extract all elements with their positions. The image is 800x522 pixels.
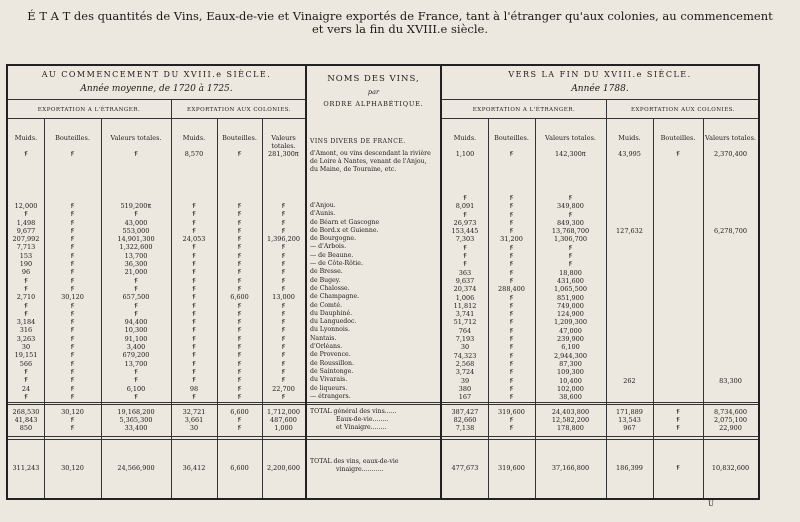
left-col-valeurs-column: Ꞙ Ꞙ Ꞙ Ꞙ 1,396,200 Ꞙ Ꞙ Ꞙ Ꞙ Ꞙ Ꞙ 13,000 Ꞙ Ꞙ Ꞙ Ꞙ Ꞙ Ꞙ Ꞙ Ꞙ Ꞙ Ꞙ 22,700 Ꞙ bbox=[266, 202, 301, 401]
left-grand-et-valeurs: 24,566,900 bbox=[117, 464, 155, 472]
top-value: Ꞙ bbox=[70, 150, 75, 158]
left-col-bouteilles-column: Ꞙ Ꞙ Ꞙ Ꞙ Ꞙ Ꞙ Ꞙ Ꞙ Ꞙ Ꞙ Ꞙ 6,600 Ꞙ Ꞙ Ꞙ Ꞙ Ꞙ Ꞙ Ꞙ Ꞙ Ꞙ Ꞙ Ꞙ Ꞙ bbox=[230, 202, 249, 401]
left-et-valeurs-column: 519,200₶ Ꞙ 43,000 553,000 14,901,300 1,322,600 13,700 36,300 21,000 Ꞙ Ꞙ 657,500 Ꞙ Ꞙ 94,400 10,300 91,100 3,400 679,200 13,700 Ꞙ Ꞙ 6,100 Ꞙ bbox=[117, 202, 155, 401]
wine-name-row: — d'Arbois. bbox=[310, 243, 347, 251]
names-total-2: Eaux-de-vie........ bbox=[336, 416, 389, 423]
right-col-muids-value: 127,632 bbox=[616, 227, 643, 235]
rule bbox=[8, 99, 305, 100]
wine-name-row: de Roussillon. bbox=[310, 359, 354, 367]
col-header-valeurs: Valeurs totales. bbox=[271, 134, 296, 150]
right-et-bouteilles-column: Ꞙ Ꞙ Ꞙ Ꞙ Ꞙ 31,200 Ꞙ Ꞙ Ꞙ Ꞙ Ꞙ 288,400 Ꞙ Ꞙ Ꞙ Ꞙ Ꞙ Ꞙ Ꞙ Ꞙ Ꞙ Ꞙ Ꞙ Ꞙ Ꞙ bbox=[498, 194, 525, 402]
names-header-2: par bbox=[367, 88, 380, 96]
wine-name-row: — étrangers. bbox=[310, 392, 351, 400]
rule bbox=[442, 439, 758, 440]
right-total-col-bouteilles: Ꞙ Ꞙ Ꞙ bbox=[676, 408, 680, 432]
right-total-et-bouteilles: 319,600 Ꞙ Ꞙ bbox=[498, 408, 525, 432]
right-grand-col-valeurs: 10,832,600 bbox=[711, 464, 750, 472]
rule bbox=[442, 118, 758, 119]
wine-name-row: du Dauphiné. bbox=[310, 309, 353, 317]
right-period-header: VERS LA FIN DU XVIII.e SIÈCLE. bbox=[508, 70, 692, 79]
left-etranger-header: EXPORTATION A L'ÉTRANGER. bbox=[37, 107, 141, 113]
rule bbox=[8, 402, 305, 403]
right-subtitle: Année 1788. bbox=[571, 84, 629, 94]
right-total-col-valeurs: 8,734,600 2,075,100 22,900 bbox=[713, 408, 748, 432]
wine-name-row: de Comté. bbox=[310, 301, 343, 309]
right-total-col-muids: 171,889 13,543 967 bbox=[616, 408, 643, 432]
right-grand-col-bouteilles: Ꞙ bbox=[676, 464, 680, 472]
wine-name-row: de Saintonge. bbox=[310, 367, 354, 375]
col-header-muids: Muids. bbox=[618, 134, 641, 142]
top-value: 1,100 bbox=[455, 150, 475, 158]
wine-name-row: du Vivarais. bbox=[310, 376, 348, 384]
top-value: 43,995 bbox=[618, 150, 641, 158]
right-et-valeurs-column: Ꞙ 349,800 Ꞙ 849,300 13,768,700 1,306,700 Ꞙ Ꞙ Ꞙ 18,800 431,600 1,065,500 851,900 749,000 124,900 1,209,300 47,000 239,900 6,100 2,944,300 87,300 109,300 10,400 102,000 38,600 bbox=[551, 194, 590, 402]
top-value: Ꞙ bbox=[134, 150, 138, 158]
right-grand-et-muids: 477,673 bbox=[451, 464, 479, 472]
col-header-bouteilles: Bouteilles. bbox=[222, 134, 257, 142]
col-header-muids: Muids. bbox=[453, 134, 477, 142]
wine-name-row: de Bugey. bbox=[310, 276, 341, 284]
top-value: Ꞙ bbox=[676, 150, 680, 158]
rule bbox=[8, 404, 305, 405]
title-line-2: et vers la fin du XVIII.e siècle. bbox=[312, 22, 488, 36]
rule bbox=[442, 436, 758, 437]
top-value: 2,370,400 bbox=[713, 150, 748, 158]
col-header-muids: Muids. bbox=[182, 134, 206, 142]
rule bbox=[8, 439, 305, 440]
col-header-muids: Muids. bbox=[14, 134, 38, 142]
right-col-muids-liqueurs: 262 bbox=[623, 377, 636, 385]
names-header-1: NOMS DES VINS, bbox=[327, 74, 420, 84]
rule bbox=[307, 404, 440, 405]
left-period-header: AU COMMENCEMENT DU XVIII.e SIÈCLE. bbox=[41, 70, 272, 79]
right-col-valeurs-liqueurs: 83,300 bbox=[719, 377, 742, 385]
right-etranger-header: EXPORTATION A L'ÉTRANGER. bbox=[472, 107, 576, 113]
right-total-et-valeurs: 24,403,800 12,582,200 178,800 bbox=[551, 408, 590, 432]
top-value: 142,300₶ bbox=[555, 150, 586, 158]
rule bbox=[442, 402, 758, 403]
names-section: VINS DIVERS DE FRANCE. bbox=[310, 138, 406, 145]
wine-name-row: de Chalosse. bbox=[310, 284, 350, 292]
wine-name-row: du Lyonnois. bbox=[310, 326, 350, 334]
wine-name-row: — de Côte-Rôtie. bbox=[310, 260, 363, 268]
footer-signature-mark: U bbox=[708, 500, 714, 508]
page-title bbox=[0, 10, 800, 36]
left-total-col-valeurs: 1,712,000 487,600 1,000 bbox=[266, 408, 301, 432]
col-header-bouteilles: Bouteilles. bbox=[494, 134, 529, 142]
top-value: Ꞙ bbox=[509, 150, 514, 158]
left-total-et-muids: 268,530 41,843 850 bbox=[12, 408, 40, 432]
right-col-valeurs-value: 6,278,700 bbox=[713, 227, 748, 235]
wine-name-row: d'Anjou. bbox=[310, 202, 336, 209]
right-grand-col-muids: 186,399 bbox=[616, 464, 643, 472]
wine-name-row: — de Beaune. bbox=[310, 251, 354, 259]
rule bbox=[442, 404, 758, 405]
names-grand-1: TOTAL des vins, eaux-de-vie bbox=[310, 458, 399, 465]
left-colonies-header: EXPORTATION AUX COLONIES. bbox=[186, 107, 292, 113]
left-total-et-bouteilles: 30,120 Ꞙ Ꞙ bbox=[61, 408, 84, 432]
names-grand-2: vinaigre........... bbox=[336, 466, 384, 473]
left-et-muids-column: 12,000 Ꞙ 1,498 9,677 207,992 7,713 153 190 96 Ꞙ Ꞙ 2,710 Ꞙ Ꞙ 3,184 316 3,263 30 19,151 566 Ꞙ Ꞙ 24 Ꞙ bbox=[12, 202, 40, 401]
left-subtitle: Année moyenne, de 1720 à 1725. bbox=[80, 84, 233, 94]
wine-name-row: du Languedoc. bbox=[310, 318, 357, 326]
col-header-valeurs: Valeurs totales. bbox=[110, 134, 162, 142]
names-list bbox=[310, 202, 438, 401]
wine-name-row: de Champagne. bbox=[310, 293, 360, 301]
right-grand-et-valeurs: 37,166,800 bbox=[551, 464, 590, 472]
wine-name-row: de Bresse. bbox=[310, 268, 343, 276]
title-line-1: É T A T des quantités de Vins, Eaux-de-vie et Vinaigre exportés de France, tant à l'étranger qu'aux colonies, au commencement bbox=[27, 9, 773, 23]
right-et-muids-column: Ꞙ 8,091 Ꞙ 26,973 153,445 7,303 Ꞙ Ꞙ Ꞙ 363 9,637 20,374 1,006 11,812 3,741 51,712 764 7,193 30 74,323 2,568 3,724 39 380 167 bbox=[451, 194, 479, 402]
left-total-col-muids: 32,721 3,661 30 bbox=[182, 408, 206, 432]
left-grand-et-muids: 311,243 bbox=[12, 464, 40, 472]
divider bbox=[653, 118, 654, 498]
left-grand-et-bouteilles: 30,120 bbox=[61, 464, 84, 472]
table-frame bbox=[6, 64, 760, 500]
wine-name-row: de liqueurs. bbox=[310, 384, 348, 392]
right-colonies-header: EXPORTATION AUX COLONIES. bbox=[630, 107, 736, 113]
top-value: Ꞙ bbox=[24, 150, 28, 158]
names-total-1: TOTAL général des vins...... bbox=[310, 408, 397, 415]
divider bbox=[703, 118, 704, 498]
col-header-valeurs: Valeurs totales. bbox=[545, 134, 596, 142]
wine-name-row: d'Aunis. bbox=[310, 210, 336, 218]
rule bbox=[8, 436, 305, 437]
wine-name-row: Nantais. bbox=[310, 334, 337, 342]
right-grand-et-bouteilles: 319,600 bbox=[498, 464, 525, 472]
left-total-col-bouteilles: 6,600 Ꞙ Ꞙ bbox=[230, 408, 249, 432]
wine-name-row: de Provence. bbox=[310, 351, 351, 359]
rule bbox=[8, 118, 305, 119]
rule bbox=[442, 99, 758, 100]
names-intro: d'Amont, ou vins descendant la rivière de Loire à Nantes, venant de l'Anjou, du Maine, de Touraine, etc. bbox=[310, 150, 431, 173]
left-total-et-valeurs: 19,168,200 5,365,300 33,400 bbox=[117, 408, 155, 432]
wine-name-row: de Bord.x et Guienne. bbox=[310, 226, 379, 234]
col-header-valeurs: Valeurs totales. bbox=[705, 134, 756, 142]
left-col-muids-column: Ꞙ Ꞙ Ꞙ Ꞙ 24,053 Ꞙ Ꞙ Ꞙ Ꞙ Ꞙ Ꞙ Ꞙ Ꞙ Ꞙ Ꞙ Ꞙ Ꞙ Ꞙ Ꞙ Ꞙ Ꞙ Ꞙ 98 Ꞙ bbox=[182, 202, 206, 401]
left-et-bouteilles-column: Ꞙ Ꞙ Ꞙ Ꞙ Ꞙ Ꞙ Ꞙ Ꞙ Ꞙ Ꞙ Ꞙ 30,120 Ꞙ Ꞙ Ꞙ Ꞙ Ꞙ Ꞙ Ꞙ Ꞙ Ꞙ Ꞙ Ꞙ Ꞙ bbox=[61, 202, 84, 401]
left-grand-col-valeurs: 2,200,600 bbox=[266, 464, 301, 472]
col-header-bouteilles: Bouteilles. bbox=[660, 134, 696, 142]
names-total-3: et Vinaigre........ bbox=[336, 424, 387, 431]
top-value: 8,570 bbox=[184, 150, 204, 158]
right-total-et-muids: 387,427 82,660 7,138 bbox=[451, 408, 479, 432]
top-value: Ꞙ bbox=[237, 150, 242, 158]
col-header-bouteilles: Bouteilles. bbox=[55, 134, 90, 142]
divider-left-middle bbox=[305, 66, 307, 498]
left-grand-col-muids: 36,412 bbox=[182, 464, 206, 472]
wine-name-row: d'Orléans. bbox=[310, 343, 343, 351]
left-grand-col-bouteilles: 6,600 bbox=[230, 464, 249, 472]
rule bbox=[307, 436, 440, 437]
rule bbox=[307, 439, 440, 440]
wine-name-row: de Bourgogne. bbox=[310, 235, 357, 243]
rule bbox=[307, 402, 440, 403]
names-header-3: ORDRE ALPHABÉTIQUE. bbox=[323, 100, 424, 108]
top-value: 281,300₶ bbox=[268, 150, 299, 158]
wine-name-row: de Béarn et Gascogne bbox=[310, 218, 380, 226]
